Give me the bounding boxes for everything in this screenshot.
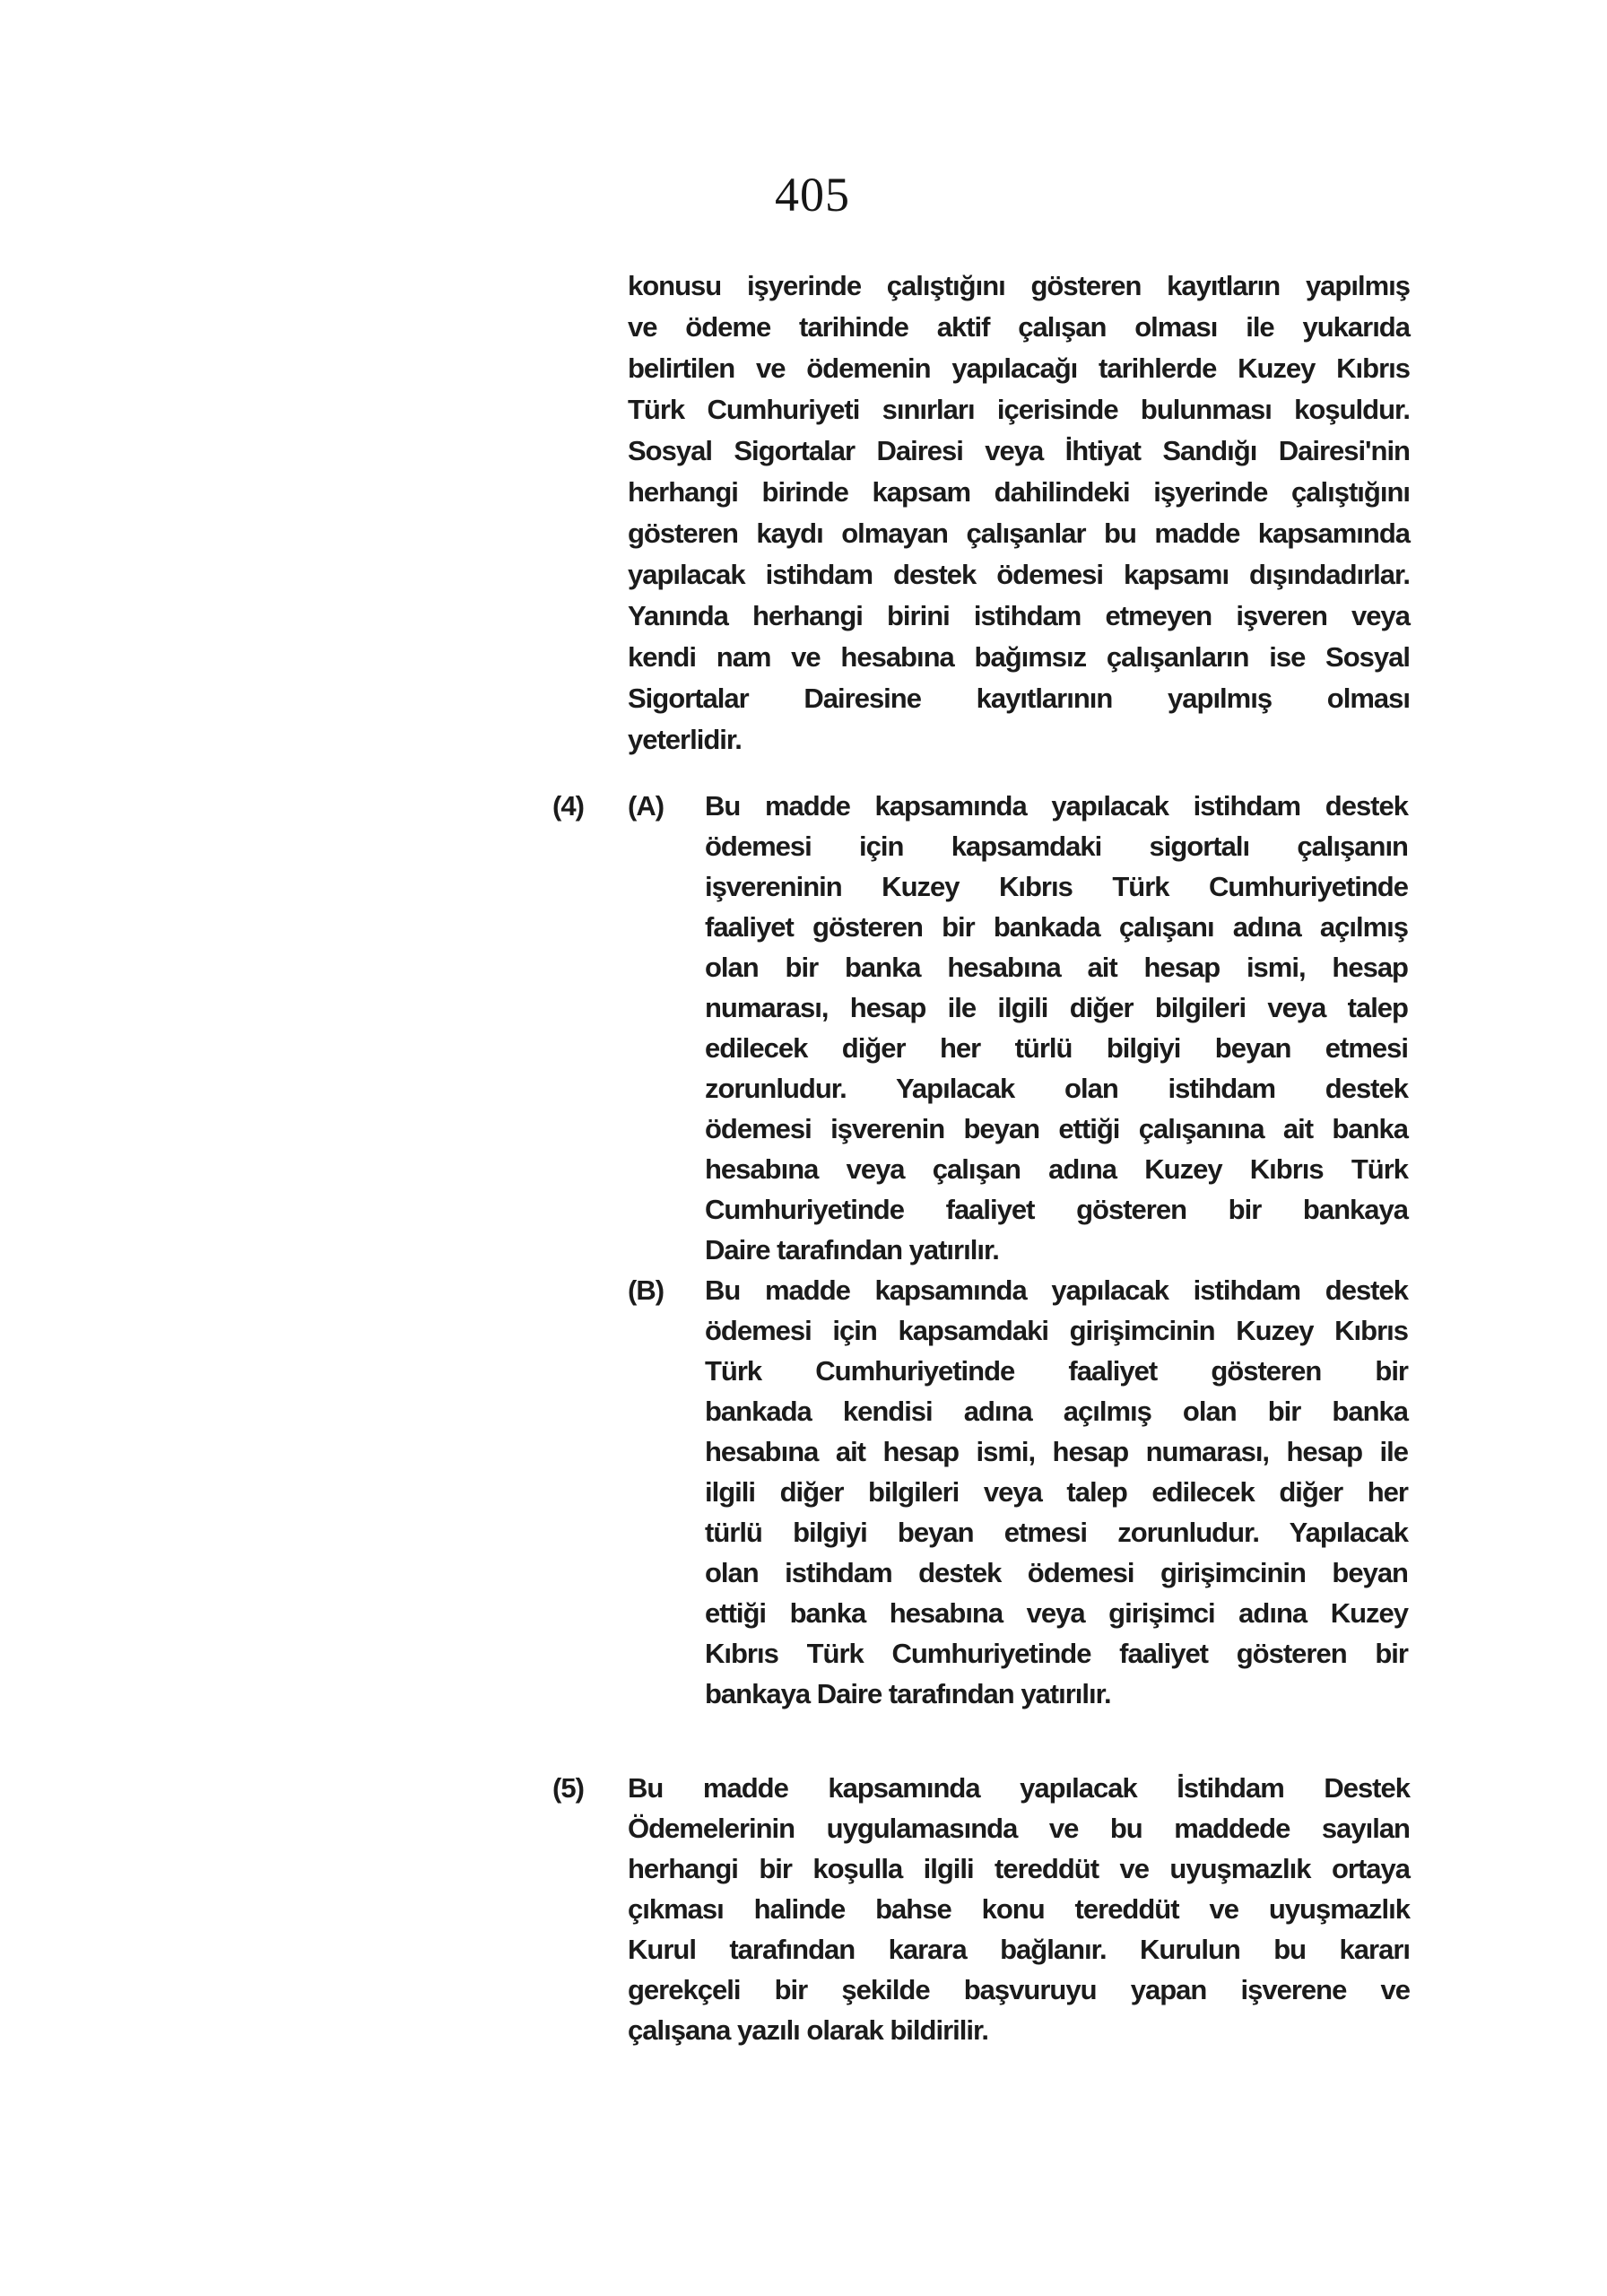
text-line: Kurul tarafından karara bağlanır. Kurulun bu kararı: [628, 1934, 1410, 1965]
text-line: konusu işyerinde çalıştığını gösteren kayıtların yapılmış: [628, 270, 1410, 301]
text-line: olan bir banka hesabına ait hesap ismi, hesap: [705, 952, 1408, 983]
text-line: gösteren kaydı olmayan çalışanlar bu madde kapsamında: [628, 517, 1410, 549]
text-line: herhangi bir koşulla ilgili tereddüt ve uyuşmazlık ortaya: [628, 1853, 1410, 1884]
text-line: bankaya Daire tarafından yatırılır.: [705, 1678, 1111, 1709]
text-line: faaliyet gösteren bir bankada çalışanı adına açılmış: [705, 911, 1408, 943]
text-line: Kıbrıs Türk Cumhuriyetinde faaliyet gösteren bir: [705, 1638, 1408, 1669]
text-line: Ödemelerinin uygulamasında ve bu maddede sayılan: [628, 1813, 1410, 1844]
text-line: çıkması halinde bahse konu tereddüt ve uyuşmazlık: [628, 1893, 1410, 1925]
text-line: türlü bilgiyi beyan etmesi zorunludur. Yapılacak: [705, 1517, 1408, 1548]
text-line: Daire tarafından yatırılır.: [705, 1234, 999, 1265]
text-line: belirtilen ve ödemenin yapılacağı tarihlerde Kuzey Kıbrıs: [628, 352, 1410, 384]
text-line: numarası, hesap ile ilgili diğer bilgileri veya talep: [705, 992, 1408, 1023]
text-line: herhangi birinde kapsam dahilindeki işyerinde çalıştığını: [628, 476, 1410, 508]
text-line: ettiği banka hesabına veya girişimci adına Kuzey: [705, 1597, 1408, 1629]
text-line: işvereninin Kuzey Kıbrıs Türk Cumhuriyetinde: [705, 871, 1408, 902]
text-line: Türk Cumhuriyetinde faaliyet gösteren bir: [705, 1355, 1408, 1387]
item-4b-text: [705, 1270, 1408, 1714]
text-line: olan istihdam destek ödemesi girişimcinin beyan: [705, 1557, 1408, 1588]
text-line: Bu madde kapsamında yapılacak İstihdam Destek: [628, 1772, 1410, 1804]
text-line: zorunludur. Yapılacak olan istihdam destek: [705, 1073, 1408, 1104]
text-line: Bu madde kapsamında yapılacak istihdam destek: [705, 1274, 1408, 1306]
text-line: Sosyal Sigortalar Dairesi veya İhtiyat Sandığı Dairesi'nin: [628, 435, 1410, 466]
item-4-marker: (4): [552, 790, 584, 822]
item-4a-marker: (A): [628, 790, 665, 822]
item-5-text: [628, 1768, 1410, 2050]
text-line: Sigortalar Dairesine kayıtlarının yapılmış olması: [628, 683, 1410, 714]
page-number: 405: [775, 168, 850, 222]
text-line: bankada kendisi adına açılmış olan bir banka: [705, 1396, 1408, 1427]
text-line: Türk Cumhuriyeti sınırları içerisinde bulunması koşuldur.: [628, 394, 1410, 425]
text-line: hesabına veya çalışan adına Kuzey Kıbrıs Türk: [705, 1153, 1408, 1185]
text-line: ödemesi için kapsamdaki sigortalı çalışanın: [705, 831, 1408, 862]
text-line: ödemesi için kapsamdaki girişimcinin Kuzey Kıbrıs: [705, 1315, 1408, 1346]
text-line: yeterlidir.: [628, 724, 742, 755]
text-line: Yanında herhangi birini istihdam etmeyen işveren veya: [628, 600, 1410, 631]
text-line: çalışana yazılı olarak bildirilir.: [628, 2014, 988, 2046]
text-line: ödemesi işverenin beyan ettiği çalışanına ait banka: [705, 1113, 1408, 1144]
item-4b-marker: (B): [628, 1274, 665, 1306]
text-line: ilgili diğer bilgileri veya talep edilecek diğer her: [705, 1476, 1408, 1508]
text-line: gerekçeli bir şekilde başvuruyu yapan işverene ve: [628, 1974, 1410, 2005]
item-5-marker: (5): [552, 1772, 584, 1804]
item-4a-text: [705, 786, 1408, 1270]
continuation-paragraph: [628, 265, 1410, 761]
text-line: yapılacak istihdam destek ödemesi kapsamı dışındadırlar.: [628, 559, 1410, 590]
text-line: Bu madde kapsamında yapılacak istihdam destek: [705, 790, 1408, 822]
text-line: ve ödeme tarihinde aktif çalışan olması ile yukarıda: [628, 311, 1410, 343]
text-line: edilecek diğer her türlü bilgiyi beyan etmesi: [705, 1032, 1408, 1064]
text-line: kendi nam ve hesabına bağımsız çalışanların ise Sosyal: [628, 641, 1410, 673]
text-line: hesabına ait hesap ismi, hesap numarası, hesap ile: [705, 1436, 1408, 1467]
text-line: Cumhuriyetinde faaliyet gösteren bir bankaya: [705, 1194, 1408, 1225]
